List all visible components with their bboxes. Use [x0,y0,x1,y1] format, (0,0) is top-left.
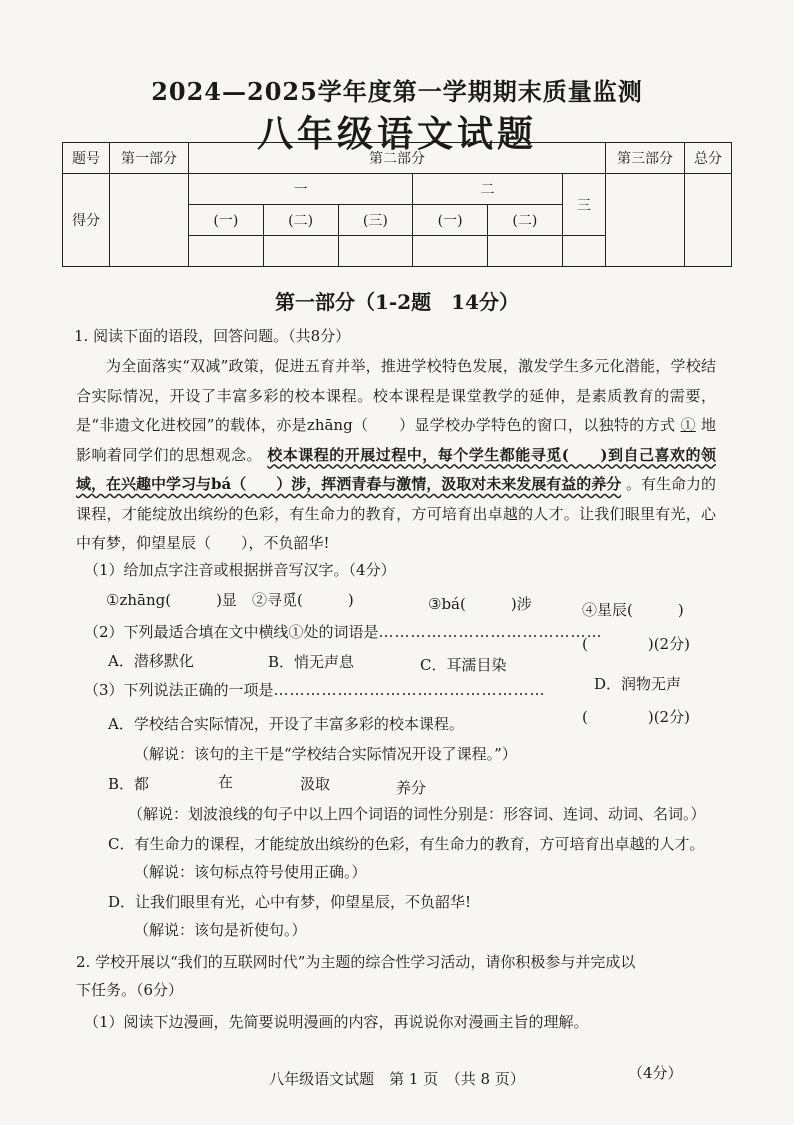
wavy-underlined-sentence: 校本课程的开展过程中，每个学生都能寻觅( )到自己喜欢的领域，在兴趣中学习与bá（ ）涉，挥洒青春与激情，汲取对未来发展有益的养分 [76,445,716,493]
q1-sub2 [84,618,603,647]
exam-title: 2024—2025学年度第一学期期末质量监测 [151,77,643,106]
exam-subtitle: 八年级语文试题 [256,113,537,155]
passage-text: 。有生命力的课程，才能绽放出缤纷的色彩，有生命力的教育，方可培育出卓越的人才。让我们眼里有光，心中有梦，仰望星辰（ ），不负韶华! [76,475,717,552]
sub3-option-c: C．有生命力的课程，才能绽放出缤纷的色彩，有生命力的教育，方可培育出卓越的人才。 [108,835,705,853]
q2-stem-cont: 下任务。（6分） [76,981,184,999]
dot-leader: …………………………………………… [273,681,546,699]
passage-text: 地影响着同学们的思想观念。 [76,416,716,464]
sub2-option-a: A．潜移默化 [108,652,194,670]
sub1-item-a: ①zhāng( )显 [106,591,237,609]
passage-blank-1: ① [680,416,696,434]
th-sub1: (一) [189,205,264,236]
sub3-option-b-note: （解说：划波浪线的句子中以上四个词语的词性分别是：形容词、连词、动词、名词。） [128,805,706,823]
q2-stem: 2. 学校开展以“我们的互联网时代”为主题的综合性学习活动，请你积极参与并完成以 [76,953,636,971]
score-cell-part3[interactable] [606,174,685,267]
sub3-option-d-note: （解说：该句是祈使句。） [134,921,307,939]
score-cell[interactable] [488,236,563,267]
sub1-item-c: ③bá( )涉 [428,595,532,613]
q2-sub1-points: （4分） [628,1064,683,1082]
sub3-answer-bracket[interactable]: ( )(2分) [582,708,690,726]
sub3-option-b: B．都 [108,775,150,793]
sub2-option-c: C．耳濡目染 [420,656,507,674]
sub3-option-d: D．让我们眼里有光，心中有梦，仰望星辰，不负韶华! [108,893,472,911]
sub2-option-b: B．悄无声息 [268,653,355,671]
sub3-option-c-note: （解说：该句标点符号使用正确。） [134,863,367,881]
q1-passage [76,352,716,559]
sub2-option-d: D．润物无声 [594,675,682,693]
sub1-item-d: ④星辰( ) [582,601,684,619]
sub3-option-a-note: （解说：该句的主干是“学校结合实际情况开设了课程。”） [134,745,517,763]
th-sub4: (一) [413,205,488,236]
sub3-question: （3）下列说法正确的一项是 [84,681,274,699]
th-part1: 第一部分 [110,143,189,174]
page-footer: 八年级语文试题 第 1 页 （共 8 页） [269,1070,525,1088]
sub3-option-b-word2: 在 [218,773,234,791]
th-score: 得分 [63,174,110,267]
sub3-option-a: A．学校结合实际情况，开设了丰富多彩的校本课程。 [108,715,464,733]
sub2-question: （2）下列最适合填在文中横线①处的词语是 [84,623,379,641]
sub1-item-b: ②寻觅( ) [252,591,354,609]
q1-sub3 [84,676,546,705]
score-cell-total[interactable] [685,174,732,267]
th-group3: 三 [562,174,605,236]
score-cell-part1[interactable] [110,174,189,267]
sub2-answer-bracket[interactable]: ( )(2分) [582,635,690,653]
passage-text: 为全面落实“双减”政策，促进五育并举，推进学校特色发展，激发学生多元化潜能，学校结合实际情况，开设了丰富多彩的校本课程。校本课程是课堂教学的延伸，是素质教育的需要，是“非遗文化进校园”的载体，亦是zhāng（ ）显学校办学特色的窗口，以独特的方式 [76,357,716,434]
q1-sub1: （1）给加点字注音或根据拼音写汉字。（4分） [84,561,396,579]
th-group2: 二 [413,174,563,205]
score-cell[interactable] [338,236,413,267]
th-total: 总分 [685,143,732,174]
score-cell[interactable] [413,236,488,267]
q2-sub1: （1）阅读下边漫画，先简要说明漫画的内容，再说说你对漫画主旨的理解。 [84,1013,589,1031]
section1-title: 第一部分（1-2题 14分） [275,290,519,314]
q1-stem: 1. 阅读下面的语段，回答问题。（共8分） [74,327,351,345]
score-cell[interactable] [562,236,605,267]
sub3-option-b-word4: 养分 [396,779,427,797]
th-part2: 第二部分 [189,143,606,174]
score-cell[interactable] [263,236,338,267]
th-sub2: (二) [263,205,338,236]
th-sub3: (三) [338,205,413,236]
th-part3: 第三部分 [606,143,685,174]
th-sub5: (二) [488,205,563,236]
score-table [62,142,732,267]
th-question-number: 题号 [63,143,110,174]
score-cell[interactable] [189,236,264,267]
th-group1: 一 [189,174,413,205]
dot-leader: …………………………………… [378,623,603,641]
sub3-option-b-word3: 汲取 [300,775,331,793]
